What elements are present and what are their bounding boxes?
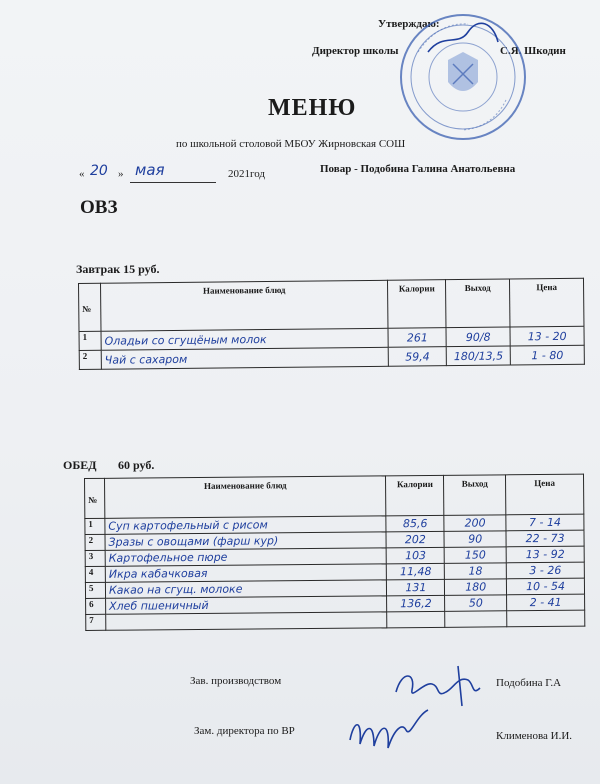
dish-yield: 50 bbox=[445, 595, 507, 612]
lunch-heading: ОБЕД bbox=[63, 458, 97, 472]
cook-name: Повар - Подобина Галина Анатольевна bbox=[320, 163, 516, 175]
column-header-dish: Наименование блюд bbox=[100, 280, 388, 331]
dish-name: Зразы с овощами (фарш кур) bbox=[105, 532, 387, 550]
school-stamp bbox=[398, 12, 528, 142]
column-header-dish: Наименование блюд bbox=[104, 476, 386, 518]
row-number: 3 bbox=[85, 550, 105, 566]
row-number: 1 bbox=[85, 518, 105, 534]
date-quote-close: » bbox=[118, 168, 124, 180]
production-label: Зав. производством bbox=[190, 675, 282, 687]
page-title: МЕНЮ bbox=[268, 95, 357, 121]
director-name: С.Я. Шкодин bbox=[500, 45, 566, 57]
dish-yield: 90 bbox=[444, 531, 506, 548]
lunch-price: 60 руб. bbox=[118, 458, 155, 472]
date-underline bbox=[130, 182, 216, 183]
column-header-calories: Калории bbox=[388, 280, 446, 329]
approval-line: Утверждаю: bbox=[378, 18, 440, 30]
lunch-table bbox=[84, 474, 585, 631]
production-name: Подобина Г.А bbox=[496, 677, 562, 689]
dish-name: Оладьи со сгущёным молок bbox=[101, 328, 388, 350]
dish-name: Какао на сгущ. молоке bbox=[105, 580, 387, 598]
dish-calories: 103 bbox=[387, 547, 445, 564]
deputy-signature bbox=[344, 700, 434, 760]
table-row bbox=[86, 610, 585, 630]
date-quote-open: « bbox=[79, 168, 85, 180]
dish-calories: 136,2 bbox=[387, 595, 445, 612]
dish-price bbox=[507, 610, 585, 627]
column-header-number: № bbox=[79, 283, 101, 331]
dish-name: Суп картофельный с рисом bbox=[105, 516, 387, 534]
table-header-row bbox=[85, 474, 584, 518]
column-header-number: № bbox=[85, 478, 105, 518]
dish-calories: 261 bbox=[388, 328, 446, 348]
table-row bbox=[79, 345, 584, 369]
row-number: 6 bbox=[86, 598, 106, 614]
column-header-yield: Выход bbox=[444, 475, 506, 516]
dish-price: 1 - 80 bbox=[510, 345, 584, 365]
row-number: 4 bbox=[85, 566, 105, 582]
dish-calories: 202 bbox=[386, 531, 444, 548]
dish-yield: 180 bbox=[445, 579, 507, 596]
page-subtitle: по школьной столовой МБОУ Жирновская СОШ bbox=[176, 138, 406, 150]
column-header-calories: Калории bbox=[386, 475, 444, 516]
dish-calories: 59,4 bbox=[388, 347, 446, 367]
dish-yield: 18 bbox=[445, 563, 507, 580]
dish-name: Хлеб пшеничный bbox=[106, 596, 388, 614]
dish-name: Картофельное пюре bbox=[105, 548, 387, 566]
dish-price: 22 - 73 bbox=[506, 530, 584, 547]
table-header-row bbox=[79, 278, 584, 331]
row-number: 7 bbox=[86, 614, 106, 630]
row-number: 2 bbox=[79, 350, 101, 369]
breakfast-heading: Завтрак 15 руб. bbox=[76, 262, 160, 276]
dish-price: 2 - 41 bbox=[507, 594, 585, 611]
dish-name: Икра кабачковая bbox=[105, 564, 387, 582]
dish-price: 10 - 54 bbox=[507, 578, 585, 595]
column-header-price: Цена bbox=[506, 474, 584, 515]
director-title: Директор школы bbox=[312, 45, 399, 57]
dish-yield: 90/8 bbox=[446, 327, 510, 347]
row-number: 1 bbox=[79, 331, 101, 350]
dish-yield bbox=[445, 611, 507, 628]
dish-price: 13 - 20 bbox=[510, 326, 584, 346]
group-label: ОВЗ bbox=[80, 197, 118, 218]
date-day: 20 bbox=[90, 163, 108, 179]
deputy-label: Зам. директора по ВР bbox=[194, 725, 295, 737]
date-year: 2021год bbox=[228, 168, 266, 180]
dish-yield: 200 bbox=[444, 515, 506, 532]
deputy-name: Клименова И.И. bbox=[496, 730, 573, 742]
column-header-price: Цена bbox=[510, 278, 584, 327]
dish-calories: 85,6 bbox=[386, 515, 444, 532]
dish-name: Чай с сахаром bbox=[101, 347, 388, 369]
dish-yield: 180/13,5 bbox=[446, 346, 510, 366]
row-number: 5 bbox=[85, 582, 105, 598]
row-number: 2 bbox=[85, 534, 105, 550]
column-header-yield: Выход bbox=[446, 279, 510, 328]
dish-calories: 131 bbox=[387, 579, 445, 596]
date-month: мая bbox=[135, 161, 165, 179]
dish-price: 13 - 92 bbox=[506, 546, 584, 563]
dish-calories bbox=[387, 611, 445, 628]
dish-calories: 11,48 bbox=[387, 563, 445, 580]
dish-price: 7 - 14 bbox=[506, 514, 584, 531]
dish-name bbox=[106, 612, 388, 630]
dish-price: 3 - 26 bbox=[506, 562, 584, 579]
dish-yield: 150 bbox=[444, 547, 506, 564]
breakfast-table bbox=[78, 278, 585, 370]
